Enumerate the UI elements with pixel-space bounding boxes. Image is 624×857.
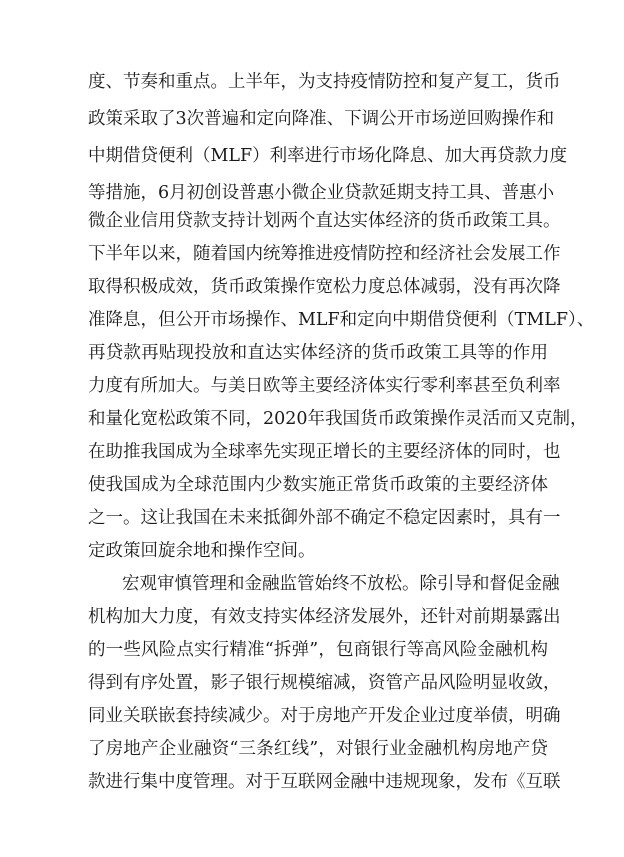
text-line: 和量化宽松政策不同，2020年我国货币政策操作灵活而又克制，: [88, 409, 588, 429]
text-line: 的一些风险点实行精准“拆弹”，包商银行等高风险金融机构: [88, 640, 548, 660]
text-line: 得到有序处置，影子银行规模缩减，资管产品风险明显收敛，: [88, 673, 561, 693]
text-line: 之一。这让我国在未来抵御外部不确定不稳定因素时，具有一: [88, 508, 561, 528]
text-line: 机构加大力度，有效支持实体经济发展外，还针对前期暴露出: [88, 607, 561, 627]
text-line: 下半年以来，随着国内统筹推进疫情防控和经济社会发展工作: [88, 244, 561, 264]
text-line: 政策采取了3次普遍和定向降准、下调公开市场逆回购操作和: [88, 109, 555, 129]
text-line: 使我国成为全球范围内少数实施正常货币政策的主要经济体: [88, 475, 548, 495]
paragraph-first-line: 宏观审慎管理和金融监管始终不放松。除引导和督促金融: [122, 574, 560, 594]
text-line: 微企业信用贷款支持计划两个直达实体经济的货币政策工具。: [88, 211, 561, 231]
text-line: 再贷款再贴现投放和直达实体经济的货币政策工具等的作用: [88, 343, 548, 363]
text-line: 力度有所加大。与美日欧等主要经济体实行零利率甚至负利率: [88, 376, 561, 396]
text-line: 同业关联嵌套持续减少。对于房地产开发企业过度举债，明确: [88, 706, 561, 726]
text-line: 等措施，6月初创设普惠小微企业贷款延期支持工具、普惠小: [88, 183, 555, 203]
text-line: 度、节奏和重点。上半年，为支持疫情防控和复产复工，货币: [88, 72, 561, 92]
text-line: 定政策回旋余地和操作空间。: [88, 541, 316, 561]
text-line: 款进行集中度管理。对于互联网金融中违规现象，发布《互联: [88, 772, 561, 792]
text-line: 取得积极成效，货币政策操作宽松力度总体减弱，没有再次降: [88, 277, 561, 297]
text-line: 在助推我国成为全球率先实现正增长的主要经济体的同时，也: [88, 442, 561, 462]
text-line: 了房地产企业融资“三条红线”，对银行业金融机构房地产贷: [88, 739, 548, 759]
text-line: 中期借贷便利（MLF）利率进行市场化降息、加大再贷款力度: [88, 146, 568, 166]
text-line: 准降息，但公开市场操作、MLF和定向中期借贷便利（TMLF）、: [88, 310, 595, 330]
